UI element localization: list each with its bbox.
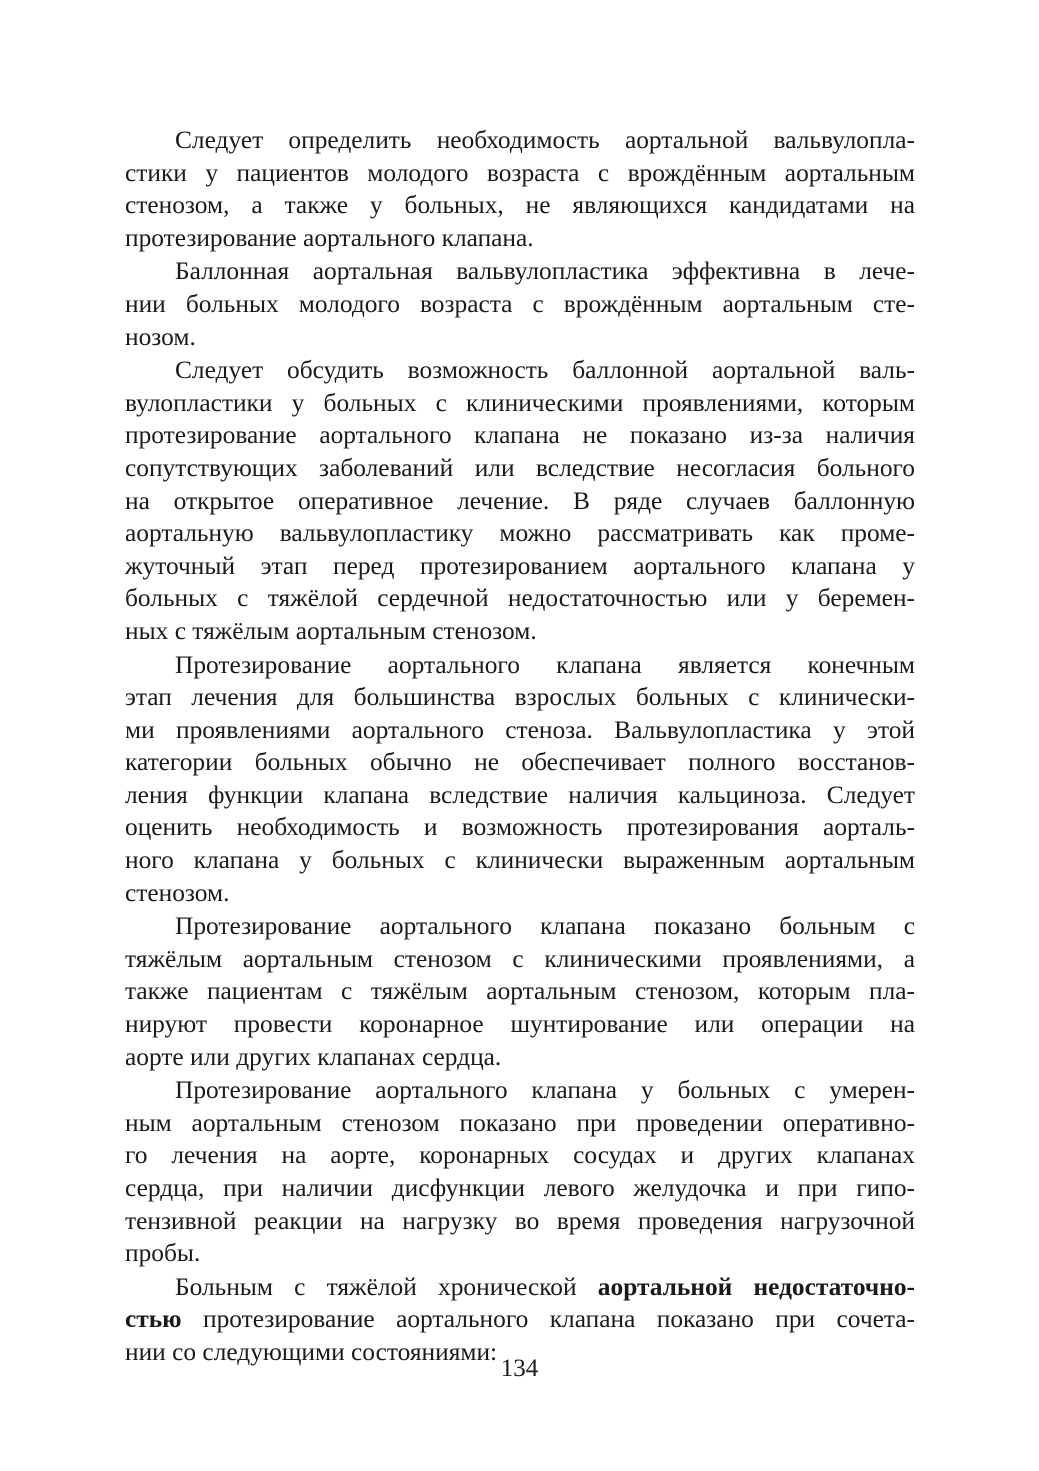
- text-line: нии со следующими состояниями:: [125, 1337, 498, 1366]
- text-line: жуточный этап перед протезированием аортального клапана у: [125, 551, 915, 580]
- text-line: Баллонная аортальная вальвулопластика эффективна в лече-: [175, 257, 915, 286]
- text-line: [125, 1271, 915, 1304]
- text-line: нии больных молодого возраста с врождённым аортальным сте-: [125, 289, 915, 318]
- text-line: оценить необходимость и возможность протезирования аорталь-: [125, 813, 915, 842]
- text-line: тяжёлым аортальным стенозом с клиническими проявлениями, а: [125, 944, 915, 973]
- text-line: Протезирование аортального клапана является конечным: [175, 650, 915, 679]
- text-line: стенозом, а также у больных, не являющихся кандидатами на: [125, 191, 915, 220]
- text-line: больных с тяжёлой сердечной недостаточностью или у беремен-: [125, 584, 915, 613]
- bold-term: аортальной недостаточно-: [597, 1272, 915, 1301]
- text-line: нозом.: [125, 322, 196, 351]
- page-number: 134: [500, 1355, 539, 1382]
- text-line: ми проявлениями аортального стеноза. Вальвулопластика у этой: [125, 715, 915, 744]
- text-line: вулопластики у больных с клиническими проявлениями, которым: [125, 388, 915, 417]
- text-line: тензивной реакции на нагрузку во время проведения нагрузочной: [125, 1206, 915, 1235]
- paragraph-1: [125, 124, 915, 254]
- text-line: этап лечения для большинства взрослых больных с клинически-: [125, 683, 915, 712]
- text-line: Следует определить необходимость аортальной вальвулопла-: [175, 126, 915, 154]
- text-line: ным аортальным стенозом показано при проведении оперативно-: [125, 1108, 915, 1137]
- text-line: также пациентам с тяжёлым аортальным стенозом, которым пла-: [125, 977, 915, 1006]
- text-line: стенозом.: [125, 878, 230, 907]
- text-line: на открытое оперативное лечение. В ряде случаев баллонную: [125, 486, 915, 515]
- paragraph-4: [125, 649, 915, 910]
- text-line: Протезирование аортального клапана у больных с умерен-: [175, 1076, 915, 1105]
- text-line: аортальную вальвулопластику можно рассматривать как проме-: [125, 519, 915, 548]
- text-line: стики у пациентов молодого возраста с врождённым аортальным: [125, 158, 915, 187]
- text-line: Следует обсудить возможность баллонной аортальной валь-: [175, 356, 915, 385]
- bold-term: стью: [125, 1305, 182, 1334]
- paragraph-3: [125, 354, 915, 647]
- text-line: протезирование аортального клапана.: [125, 223, 534, 252]
- page-body: [125, 124, 915, 1369]
- text-line: ных с тяжёлым аортальным стенозом.: [125, 616, 537, 645]
- text-line: сердца, при наличии дисфункции левого желудочка и при гипо-: [125, 1174, 915, 1202]
- text-run: Больным с тяжёлой хронической: [175, 1272, 598, 1301]
- text-line: Протезирование аортального клапана показано больным с: [175, 912, 915, 941]
- text-line: аорте или других клапанах сердца.: [125, 1042, 502, 1071]
- text-run: протезирование аортального клапана показано при сочета-: [181, 1305, 915, 1334]
- paragraph-2: [125, 255, 915, 353]
- text-line: протезирование аортального клапана не показано из-за наличия: [125, 421, 915, 450]
- text-line: пробы.: [125, 1239, 201, 1268]
- text-line: категории больных обычно не обеспечивает полного восстанов-: [125, 748, 915, 777]
- paragraph-5: [125, 910, 915, 1073]
- text-line: ного клапана у больных с клинически выраженным аортальным: [125, 846, 915, 875]
- text-line: го лечения на аорте, коронарных сосудах и других клапанах: [125, 1141, 915, 1170]
- text-line: ления функции клапана вследствие наличия кальциноза. Следует: [125, 780, 915, 809]
- text-line: нируют провести коронарное шунтирование или операции на: [125, 1010, 915, 1039]
- text-line: [125, 1303, 915, 1336]
- text-line: сопутствующих заболеваний или вследствие несогласия больного: [125, 453, 915, 482]
- paragraph-6: [125, 1074, 915, 1270]
